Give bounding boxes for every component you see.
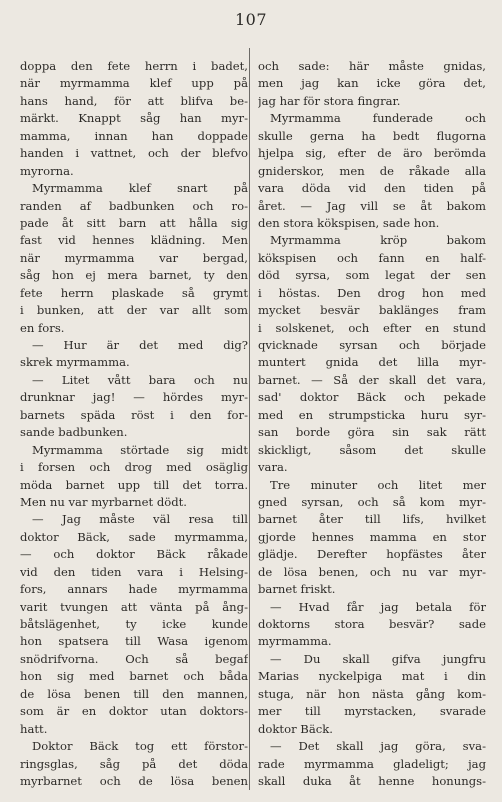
text-line: hjelpa sig, efter de äro berömda (258, 146, 486, 161)
text-line: den stora kökspisen, sade hon. (258, 215, 440, 230)
text-line: Myrmamma klef snart på (32, 181, 248, 196)
text-line: när myrmamma var bergad, (20, 250, 248, 265)
text-line: fete herrn plaskade så grymt (20, 285, 248, 300)
text-line: stuga, när hon nästa gång kom- (258, 686, 486, 701)
text-line: Marias nyckelpiga mat i din (258, 669, 486, 684)
text-line: vara döda vid den tiden på (258, 181, 486, 196)
text-line: de lösa benen till den mannen, (20, 686, 248, 701)
text-line: ringsglas, såg på det döda (20, 756, 248, 771)
text-line: mycket besvär baklänges fram (258, 303, 486, 318)
text-line: doktor Bäck, sade myrmamma, (20, 529, 248, 544)
text-line: muntert gnida det lilla myr- (258, 355, 486, 370)
text-line: mamma, innan han doppade (20, 128, 248, 143)
text-line: året. — Jag vill se åt bakom (258, 198, 486, 213)
text-line: Myrmamma störtade sig midt (32, 442, 248, 457)
text-line: död syrsa, som legat der sen (258, 268, 486, 283)
text-line: pade åt sitt barn att hålla sig (20, 215, 248, 230)
text-line: i forsen och drog med osäglig (20, 460, 248, 475)
text-line: — Litet vått bara och nu (32, 372, 248, 387)
text-line: Doktor Bäck tog ett förstor- (32, 739, 248, 754)
text-line: doktor Bäck. (258, 721, 333, 736)
text-line: skulle gerna ha bedt flugorna (258, 128, 486, 143)
text-line: skall duka åt henne honungs- (258, 773, 486, 788)
text-line: skickligt, såsom det skulle (258, 442, 486, 457)
text-line: drunknar jag! — hördes myr- (20, 390, 248, 405)
text-line: när myrmamma klef upp på (20, 76, 248, 91)
text-line: Tre minuter och litet mer (270, 477, 486, 492)
text-line: — Jag måste väl resa till (32, 512, 248, 527)
text-line: barnet friskt. (258, 582, 336, 597)
text-line: glädje. Derefter hopfästes åter (258, 547, 486, 562)
text-line: hon sig med barnet och båda (20, 669, 248, 684)
text-line: skrek myrmamma. (20, 355, 130, 370)
text-line: — och doktor Bäck råkade (20, 547, 248, 562)
text-line: såg hon ej mera barnet, ty den (20, 268, 248, 283)
text-line: men jag kan icke göra det, (258, 76, 486, 91)
text-line: barnet åter till lifs, hvilket (258, 512, 486, 527)
text-line: snödrifvorna. Och så begaf (20, 651, 248, 666)
text-line: och sade: här måste gnidas, (258, 59, 486, 73)
text-line: märkt. Knappt såg han myr- (20, 111, 248, 126)
text-line: jag har för stora fingrar. (258, 93, 401, 108)
text-line: handen i vattnet, och der blefvo (20, 146, 248, 161)
text-line: gjorde hennes mamma en stor (258, 529, 486, 544)
text-line: en fors. (20, 320, 65, 335)
text-line: fast vid hennes klädning. Men (20, 233, 248, 248)
text-line: i höstas. Den drog hon med (258, 285, 486, 300)
text-line: Myrmamma funderade och (270, 111, 486, 126)
text-line: sad' doktor Bäck och pekade (258, 390, 486, 405)
text-line: hans hand, för att blifva be- (20, 93, 248, 108)
text-line: — Hur är det med dig? (32, 338, 248, 352)
text-line: gniderskor, men de råkade alla (258, 163, 486, 178)
text-line: båtslägenhet, ty icke kunde (20, 617, 248, 631)
text-line: hatt. (20, 721, 48, 736)
text-line: gned syrsan, och så kom myr- (258, 494, 486, 509)
text-line: vid den tiden vara i Helsing- (20, 564, 248, 579)
text-line: sande badbunken. (20, 425, 128, 440)
text-line: de lösa benen, och nu var myr- (258, 564, 486, 579)
text-line: kökspisen och fann en half- (258, 250, 486, 265)
text-line: mer till myrstacken, svarade (258, 704, 486, 719)
text-line: — Du skall gifva jungfru (270, 651, 486, 666)
text-line: — Hvad får jag betala för (270, 599, 486, 614)
text-line: myrorna. (20, 163, 74, 178)
text-line: doktorns stora besvär? sade (258, 617, 486, 631)
text-line: i bunken, att der var allt som (20, 303, 248, 318)
text-line: hon spatsera till Wasa igenom (20, 634, 248, 649)
text-line: randen af badbunken och ro- (20, 198, 248, 213)
text-line: med en strumpsticka huru syr- (258, 407, 486, 422)
text-line: myrbarnet och de lösa benen (20, 773, 248, 788)
text-line: Myrmamma kröp bakom (270, 233, 486, 248)
text-line: — Det skall jag göra, sva- (270, 739, 486, 754)
text-line: rade myrmamma gladeligt; jag (258, 756, 486, 771)
text-line: vara. (258, 460, 288, 475)
text-line: myrmamma. (258, 634, 332, 649)
text-line: Men nu var myrbarnet dödt. (20, 494, 187, 509)
text-line: möda barnet upp till det torra. (20, 477, 248, 492)
column-divider (249, 48, 250, 790)
text-line: i solskenet, och efter en stund (258, 320, 486, 335)
text-line: san borde göra sin sak rätt (258, 425, 486, 440)
text-line: fors, annars hade myrmamma (20, 582, 248, 597)
text-line: som är en doktor utan doktors- (20, 704, 248, 719)
text-line: qvicknade syrsan och började (258, 338, 486, 352)
text-line: doppa den fete herrn i badet, (20, 59, 248, 73)
left-text-column (20, 58, 248, 790)
text-line: barnets späda röst i den for- (20, 407, 248, 422)
page-number: 107 (234, 10, 268, 29)
text-line: barnet. — Så der skall det vara, (258, 372, 486, 387)
text-line: varit tvungen att vänta på ång- (20, 599, 248, 614)
right-text-column (258, 58, 486, 790)
